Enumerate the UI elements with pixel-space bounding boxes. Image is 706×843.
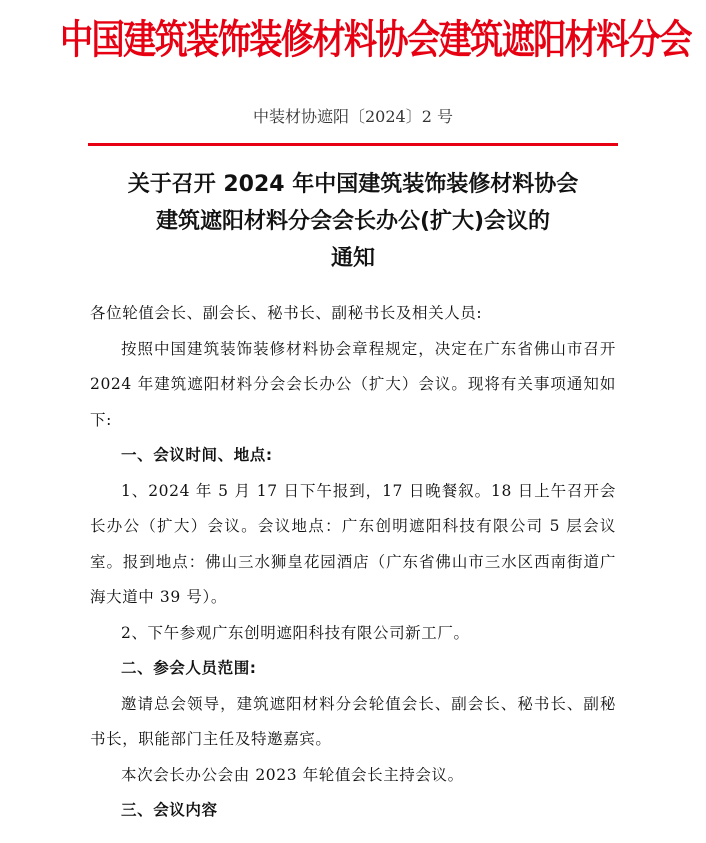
section-1-item-2: 2、下午参观广东创明遮阳科技有限公司新工厂。 <box>121 623 470 642</box>
intro-paragraph: 按照中国建筑装饰装修材料协会章程规定，决定在广东省佛山市召开 2024 年建筑遮阳材料分会会长办公（扩大）会议。现将有关事项通知如下: <box>90 339 616 429</box>
section-2-heading: 二、参会人员范围: <box>121 659 257 677</box>
document-title <box>60 166 646 277</box>
section-2-paragraph-1: 邀请总会领导，建筑遮阳材料分会轮值会长、副会长、秘书长、副秘书长，职能部门主任及特邀嘉宾。 <box>90 694 616 748</box>
title-line-3: 通知 <box>330 246 375 271</box>
title-line-1: 关于召开 2024 年中国建筑装饰装修材料协会 <box>127 172 579 197</box>
section-2-paragraph-2: 本次会长办公会由 2023 年轮值会长主持会议。 <box>121 765 464 784</box>
section-1-item-1: 1、2024 年 5 月 17 日下午报到，17 日晚餐叙。18 日上午召开会长办公（扩大）会议。会议地点：广东创明遮阳科技有限公司 5 层会议室。报到地点：佛山三水狮皇花园酒店（广东省佛山市三水区西南街道广海大道中 39 号）。 <box>90 481 616 606</box>
document-body <box>90 296 616 829</box>
document-number: 中装材协遮阳〔2024〕2 号 <box>253 107 453 126</box>
section-1-heading: 一、会议时间、地点: <box>121 446 273 464</box>
red-divider-line <box>88 143 618 146</box>
section-3-heading: 三、会议内容 <box>121 801 218 819</box>
salutation: 各位轮值会长、副会长、秘书长、副秘书长及相关人员: <box>90 304 483 322</box>
organization-header: 中国建筑装饰装修材料协会建筑遮阳材料分会 <box>60 17 691 63</box>
title-line-2: 建筑遮阳材料分会会长办公(扩大)会议的 <box>155 209 551 234</box>
